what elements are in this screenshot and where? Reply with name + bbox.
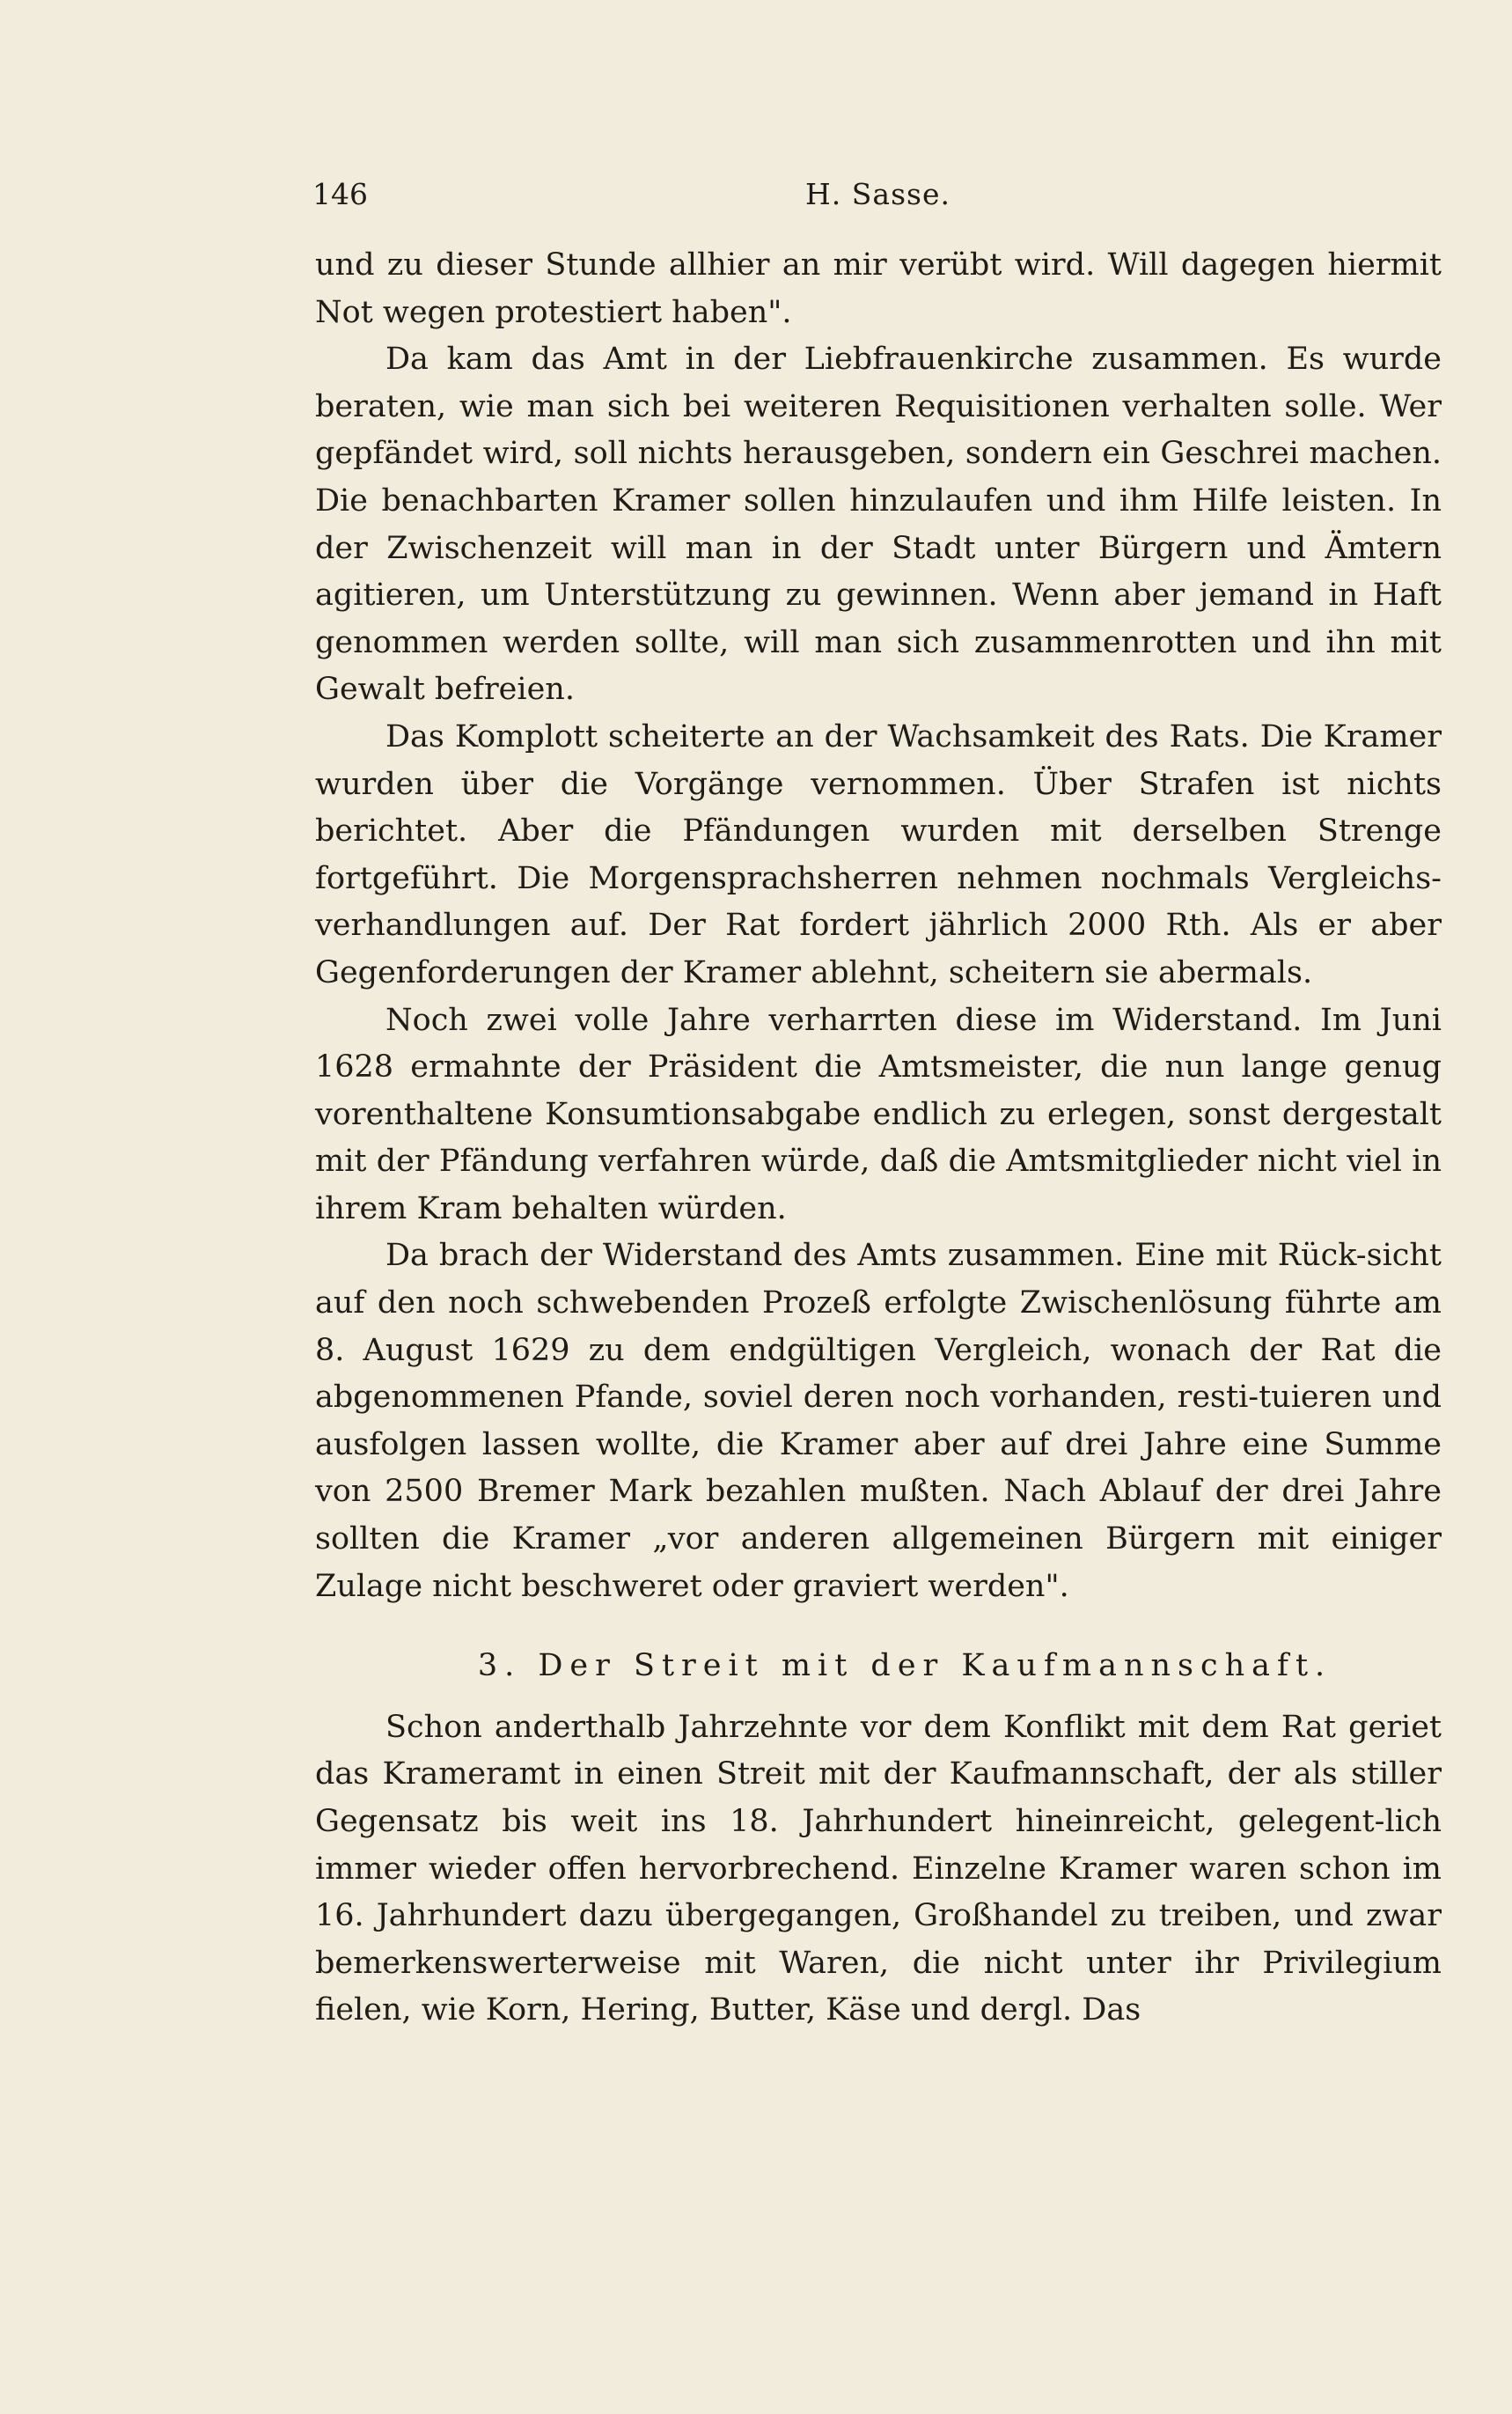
page-number: 146 <box>312 177 368 211</box>
paragraph: Noch zwei volle Jahre verharrten diese im Widerstand. Im Juni 1628 ermahnte der Präsident die Amtsmeister, die nun lange genug vorenthaltene Konsumtionsabgabe endlich zu erlegen, sonst dergestalt mit der Pfändung verfahren würde, daß die Amtsmitglieder nicht viel in ihrem Kram behalten würden. <box>315 1002 1442 1226</box>
page-header <box>312 173 1443 217</box>
section-heading: 3. Der Streit mit der Kaufmannschaft. <box>477 1648 1332 1684</box>
paragraph: Schon anderthalb Jahrzehnte vor dem Konflikt mit dem Rat geriet das Krameramt in einen Streit mit der Kaufmannschaft, der als stiller Gegensatz bis weit ins 18. Jahrhundert hineinreicht, gelegent-lich immer wieder offen hervorbrechend. Einzelne Kramer waren schon im 16. Jahrhundert dazu übergegangen, Großhandel zu treiben, und zwar bemerkenswerterweise mit Waren, die nicht unter ihr Privilegium fielen, wie Korn, Hering, Butter, Käse und dergl. Das <box>315 1709 1442 2028</box>
paragraph: Da brach der Widerstand des Amts zusammen. Eine mit Rück-sicht auf den noch schwebenden Prozeß erfolgte Zwischenlösung führte am 8. August 1629 zu dem endgültigen Vergleich, wonach der Rat die abgenommenen Pfande, soviel deren noch vorhanden, resti-tuieren und ausfolgen lassen wollte, die Kramer aber auf drei Jahre eine Summe von 2500 Bremer Mark bezahlen mußten. Nach Ablauf der drei Jahre sollten die Kramer „vor anderen allgemeinen Bürgern mit einiger Zulage nicht beschweret oder graviert werden". <box>315 1238 1442 1604</box>
paragraph: Da kam das Amt in der Liebfrauenkirche zusammen. Es wurde beraten, wie man sich bei weiteren Requisitionen verhalten solle. Wer gepfändet wird, soll nichts herausgeben, sondern ein Geschrei machen. Die benachbarten Kramer sollen hinzulaufen und ihm Hilfe leisten. In der Zwischenzeit will man in der Stadt unter Bürgern und Ämtern agitieren, um Unterstützung zu gewinnen. Wenn aber jemand in Haft genommen werden sollte, will man sich zusammenrotten und ihn mit Gewalt befreien. <box>315 342 1442 708</box>
paragraph-continued: und zu dieser Stunde allhier an mir verübt wird. Will dagegen hiermit Not wegen protestiert haben". <box>315 247 1442 330</box>
running-head: H. Sasse. <box>805 177 951 211</box>
paragraph: Das Komplott scheiterte an der Wachsamkeit des Rats. Die Kramer wurden über die Vorgänge vernommen. Über Strafen ist nichts berichtet. Aber die Pfändungen wurden mit derselben Strenge fortgeführt. Die Morgensprachsherren nehmen nochmals Vergleichs-verhandlungen auf. Der Rat fordert jährlich 2000 Rth. Als er aber Gegenforderungen der Kramer ablehnt, scheitern sie abermals. <box>315 718 1442 990</box>
body-text <box>315 242 1442 2035</box>
